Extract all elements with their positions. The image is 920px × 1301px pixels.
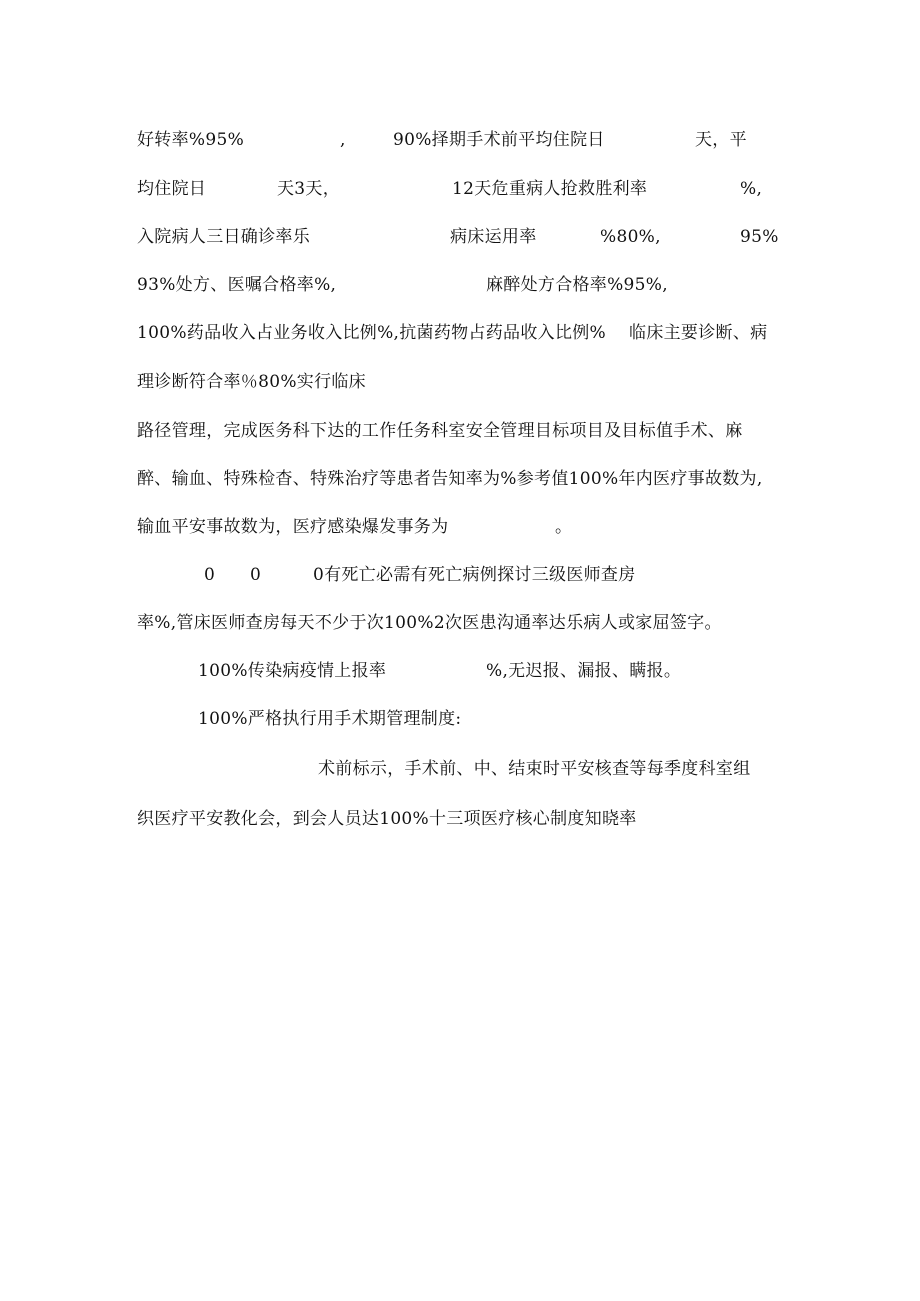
text-line-12b: %,无迟报、漏报、瞒报。 [486, 661, 682, 681]
text-line-10c: 0有死亡必需有死亡病例探讨三级医师查房 [313, 565, 636, 585]
text-line-10a: 0 [204, 565, 216, 585]
text-line-1a: 好转率%95% [137, 130, 245, 150]
text-line-2b: 天3天， [277, 179, 341, 199]
text-line-1d: 天，平 [695, 130, 747, 150]
text-line-2d: %, [740, 179, 763, 199]
text-line-3d: 95% [740, 227, 779, 247]
text-line-12a: 100%传染病疫情上报率 [198, 661, 387, 681]
text-line-2a: 均住院日 [137, 179, 207, 199]
text-line-13: 100%严格执行用手术期管理制度: [198, 709, 462, 729]
text-line-3c: %80%, [600, 227, 661, 247]
text-line-3a: 入院病人三日确诊率乐 [137, 227, 310, 247]
text-line-1c: 90%择期手术前平均住院日 [393, 130, 605, 150]
text-line-4b: 麻醉处方合格率%95%, [486, 275, 668, 295]
text-line-11: 率%,管床医师查房每天不少于次100%2次医患沟通率达乐病人或家屈签字。 [137, 613, 722, 633]
text-line-9a: 输血平安事故数为，医疗感染爆发事务为 [137, 517, 449, 537]
text-line-8: 醉、输血、特殊检杳、特殊治疗等患者告知率为%参考值100%年内医疗事故数为, [137, 469, 763, 489]
text-line-14: 术前标示，手术前、中、结束时平安核查等每季度科室组 [318, 759, 751, 779]
text-line-2c: 12天危重病人抢救胜利率 [452, 179, 648, 199]
text-line-4a: 93%处方、医嘱合格率%, [137, 275, 337, 295]
text-line-10b: 0 [250, 565, 262, 585]
text-line-3b: 病床运用率 [450, 227, 537, 247]
text-line-9b: 。 [555, 517, 573, 537]
text-line-15: 织医疗平安教化会，到会人员达100%十三项医疗核心制度知晓率 [137, 809, 637, 829]
text-line-1b: , [340, 130, 346, 150]
text-line-6: 理诊断符合率％80%实行临床 [137, 372, 366, 392]
text-line-5: 100%药品收入占业务收入比例%,抗菌药物占药品收入比例% 临床主要诊断、病 [137, 323, 768, 343]
text-line-7: 路径管理，完成医务科下达的工作任务科室安全管理目标项目及目标值手术、麻 [137, 421, 743, 441]
